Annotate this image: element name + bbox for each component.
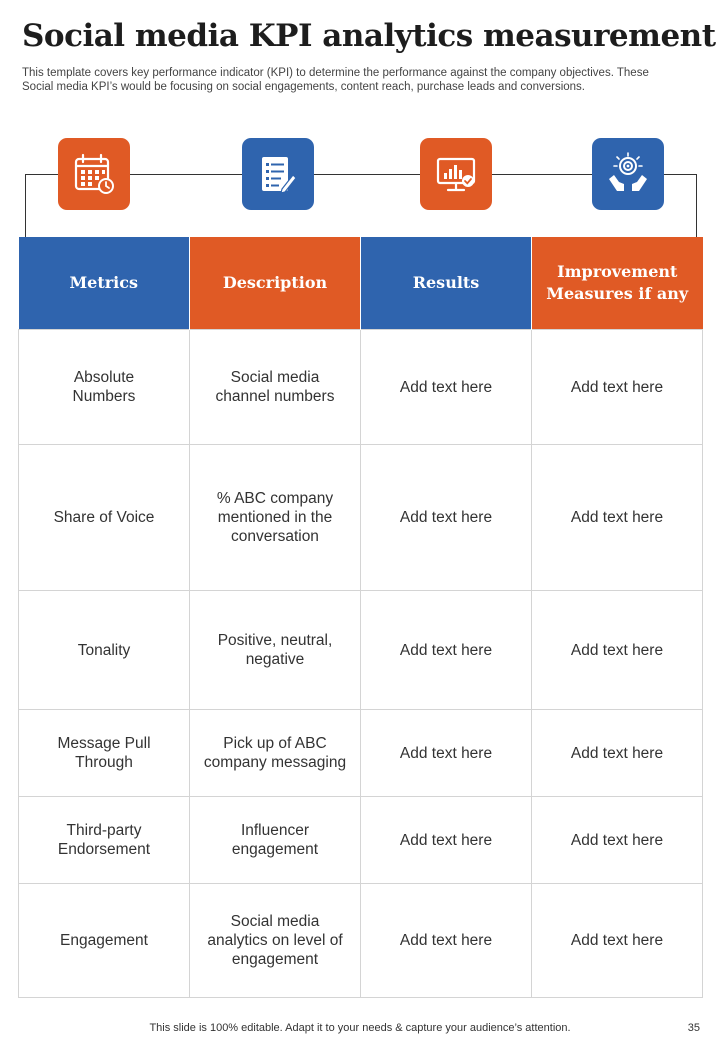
checklist-icon	[242, 138, 314, 210]
description-cell-line: conversation	[231, 528, 319, 545]
description-cell-line: Positive, neutral,	[217, 632, 333, 649]
description-cell-line: mentioned in the	[217, 509, 333, 526]
metric-cell	[19, 591, 190, 710]
metric-cell-line: Numbers	[72, 388, 136, 405]
metric-cell-line: Absolute	[73, 369, 135, 386]
results-cell: Add text here	[361, 330, 532, 445]
monitor-chart-icon	[420, 138, 492, 210]
metric-cell-line: Endorsement	[57, 841, 151, 858]
metric-cell	[19, 445, 190, 591]
header-improvement	[532, 237, 703, 330]
improvement-cell: Add text here	[532, 445, 703, 591]
description-cell	[190, 330, 361, 445]
description-cell-line: company messaging	[203, 754, 347, 771]
improvement-cell: Add text here	[532, 710, 703, 797]
metric-cell-line: Message Pull	[57, 735, 151, 752]
table-row	[19, 330, 703, 445]
metric-cell-line: Through	[75, 754, 133, 771]
improvement-cell: Add text here	[532, 591, 703, 710]
metric-cell	[19, 797, 190, 884]
page-title: Social media KPI analytics measurement	[22, 18, 716, 54]
description-cell-line: negative	[245, 651, 305, 668]
header-improvement-line: Measures if any	[546, 284, 689, 303]
metric-cell-line: Tonality	[77, 641, 131, 659]
table-row	[19, 445, 703, 591]
description-cell-line: Social media	[230, 913, 320, 930]
table-row	[19, 710, 703, 797]
table-row	[19, 884, 703, 998]
subtitle-line: Social media KPI’s would be focusing on social engagements, content reach, purchase leads and conversions.	[22, 81, 585, 93]
description-cell	[190, 710, 361, 797]
footer-note: This slide is 100% editable. Adapt it to your needs & capture your audience’s attention.	[149, 1022, 571, 1034]
description-cell-line: Social media	[230, 369, 320, 386]
header-improvement-line: Improvement	[557, 262, 678, 281]
metric-cell	[19, 884, 190, 998]
results-cell: Add text here	[361, 884, 532, 998]
results-cell: Add text here	[361, 797, 532, 884]
description-cell-line: engagement	[231, 951, 319, 968]
results-cell: Add text here	[361, 445, 532, 591]
description-cell	[190, 884, 361, 998]
header-description: Description	[190, 237, 361, 330]
description-cell-line: % ABC company	[216, 490, 334, 507]
improvement-cell: Add text here	[532, 330, 703, 445]
subtitle-line: This template covers key performance indicator (KPI) to determine the performance against the company objectives. These	[22, 67, 649, 79]
metric-cell-line: Third-party	[66, 822, 142, 839]
metric-cell-line: Engagement	[60, 932, 148, 949]
results-cell: Add text here	[361, 710, 532, 797]
description-cell-line: engagement	[231, 841, 319, 858]
description-cell-line: analytics on level of	[207, 932, 343, 949]
metric-cell-line: Share of Voice	[53, 509, 155, 526]
metric-cell	[19, 330, 190, 445]
description-cell-line: Influencer	[240, 822, 310, 839]
table-row	[19, 591, 703, 710]
description-cell	[190, 797, 361, 884]
header-metrics: Metrics	[19, 237, 190, 330]
metric-cell	[19, 710, 190, 797]
kpi-table	[18, 237, 703, 998]
description-cell	[190, 445, 361, 591]
description-cell	[190, 591, 361, 710]
table-row	[19, 797, 703, 884]
calendar-clock-icon	[58, 138, 130, 210]
page-number: 35	[687, 1022, 700, 1034]
results-cell: Add text here	[361, 591, 532, 710]
description-cell-line: Pick up of ABC	[223, 735, 327, 752]
target-hands-icon	[592, 138, 664, 210]
page-subtitle	[22, 66, 702, 94]
improvement-cell: Add text here	[532, 884, 703, 998]
improvement-cell: Add text here	[532, 797, 703, 884]
header-results: Results	[361, 237, 532, 330]
description-cell-line: channel numbers	[215, 388, 335, 405]
table-header-row	[19, 237, 703, 330]
